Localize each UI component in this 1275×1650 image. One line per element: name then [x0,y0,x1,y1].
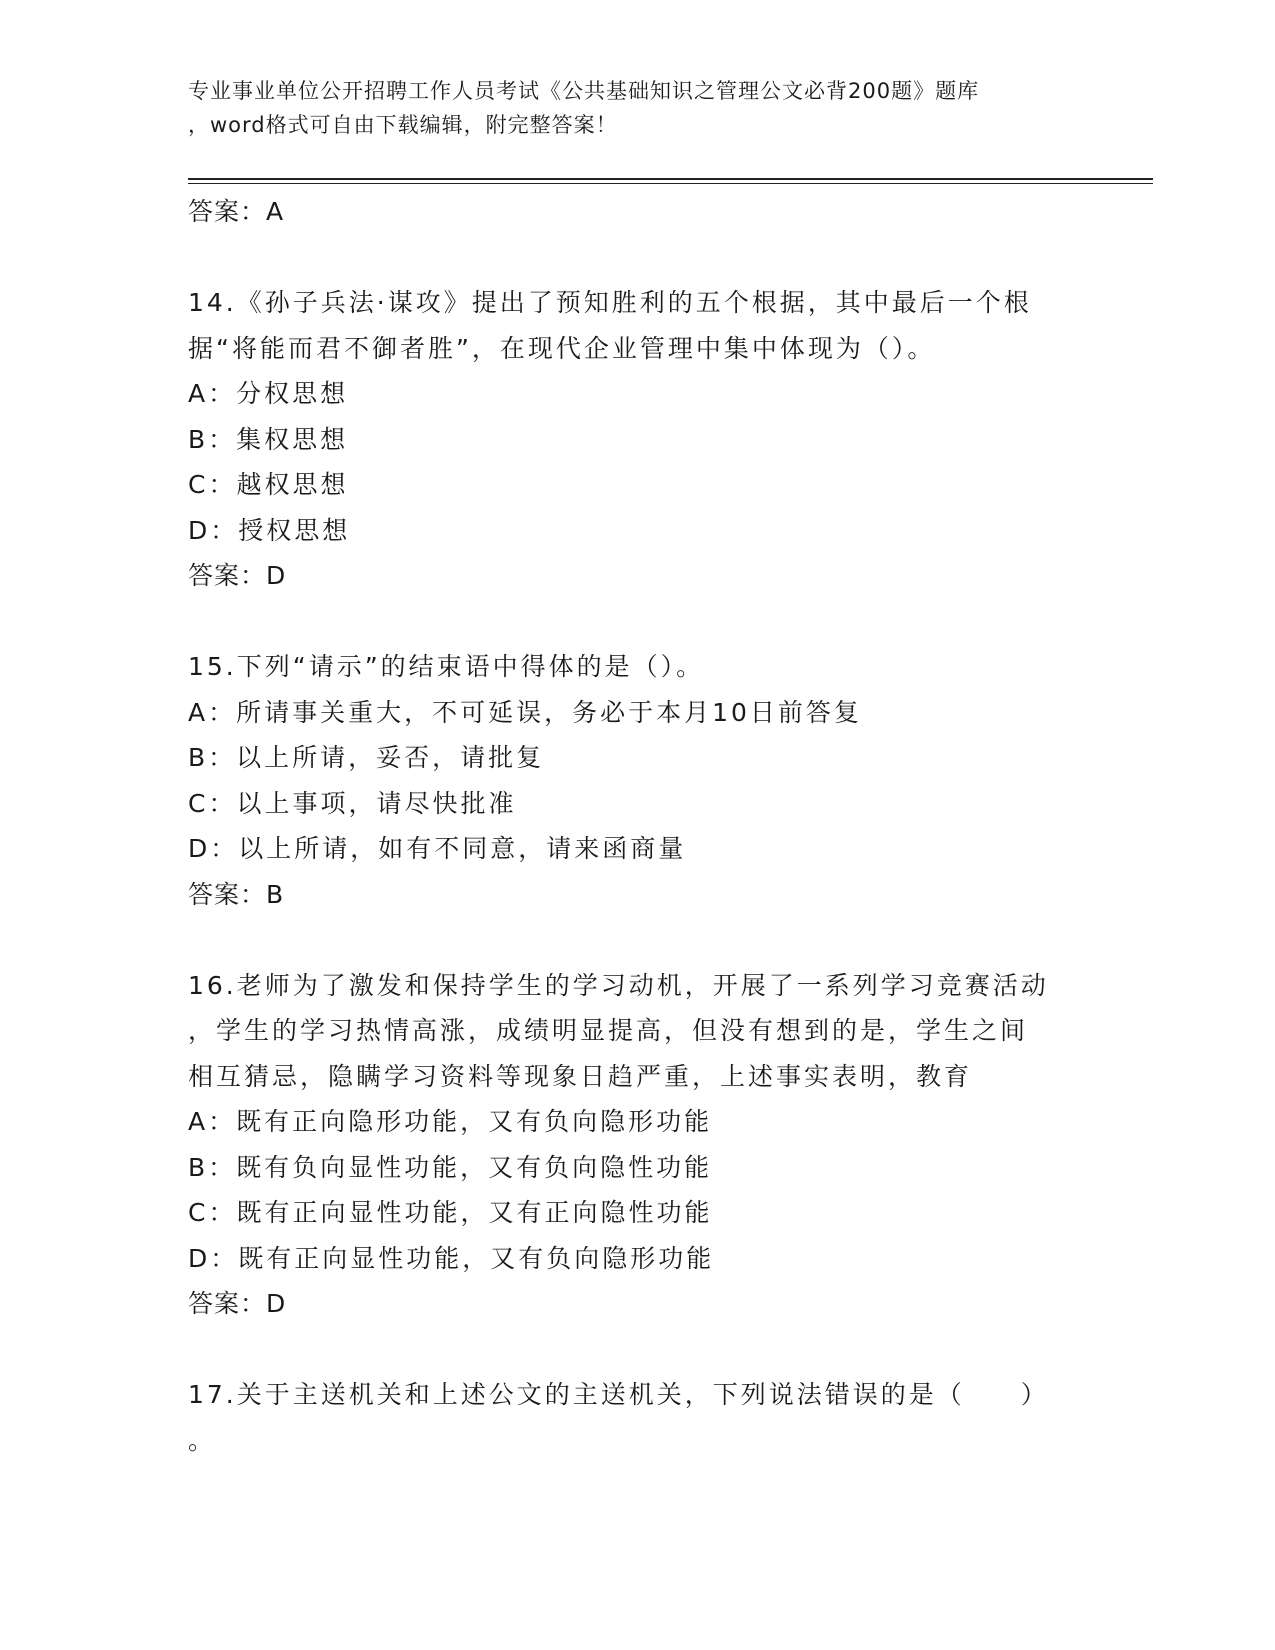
answer: 答案：B [188,879,285,909]
question-17 [188,1372,1148,1463]
option-a: A：所请事关重大，不可延误，务必于本月10日前答复 [188,697,862,727]
option-a: A：既有正向隐形功能，又有负向隐形功能 [188,1107,713,1136]
option-d: D：授权思想 [188,515,351,545]
previous-answer: 答案：A [188,197,285,226]
question-list [188,189,1148,1463]
answer: 答案：D [188,561,287,590]
header-title-line-2: ，word格式可自由下载编辑，附完整答案！ [188,113,618,137]
question-15 [188,644,1148,917]
question-stem-line: 15.下列“请示”的结束语中得体的是（）。 [188,652,705,681]
header-divider-thick [188,178,1153,180]
option-b: B：集权思想 [188,424,349,454]
question-16 [188,963,1148,1327]
question-stem-line: ，学生的学习热情高涨，成绩明显提高，但没有想到的是，学生之间 [188,1016,1029,1045]
question-stem-line: 14.《孙子兵法·谋攻》提出了预知胜利的五个根据，其中最后一个根 [188,288,1032,317]
question-stem-line: 。 [188,1425,217,1455]
option-c: C：既有正向显性功能，又有正向隐性功能 [188,1198,713,1227]
question-stem-line: 据“将能而君不御者胜”，在现代企业管理中集中体现为（）。 [188,333,936,363]
option-a: A：分权思想 [188,379,349,408]
spacer [188,599,1148,645]
header-divider-thin [188,183,1153,184]
question-14 [188,280,1148,599]
option-c: C：以上事项，请尽快批准 [188,788,517,818]
option-d: D：以上所请，如有不同意，请来函商量 [188,834,687,863]
option-b: B：既有负向显性功能，又有负向隐性功能 [188,1152,713,1182]
question-stem-line: 16.老师为了激发和保持学生的学习动机，开展了一系列学习竞赛活动 [188,970,1049,1000]
document-header [188,74,1108,142]
question-stem-line: 17.关于主送机关和上述公文的主送机关，下列说法错误的是（ ） [188,1380,1049,1409]
question-stem-line: 相互猜忌，隐瞒学习资料等现象日趋严重，上述事实表明，教育 [188,1061,973,1091]
option-d: D：既有正向显性功能，又有负向隐形功能 [188,1243,715,1273]
answer: 答案：D [188,1289,287,1318]
spacer [188,917,1148,963]
spacer [188,1327,1148,1373]
spacer [188,235,1148,281]
header-title-line-1: 专业事业单位公开招聘工作人员考试《公共基础知识之管理公文必背200题》题库 [188,79,980,103]
option-b: B：以上所请，妥否，请批复 [188,743,545,772]
option-c: C：越权思想 [188,470,349,499]
